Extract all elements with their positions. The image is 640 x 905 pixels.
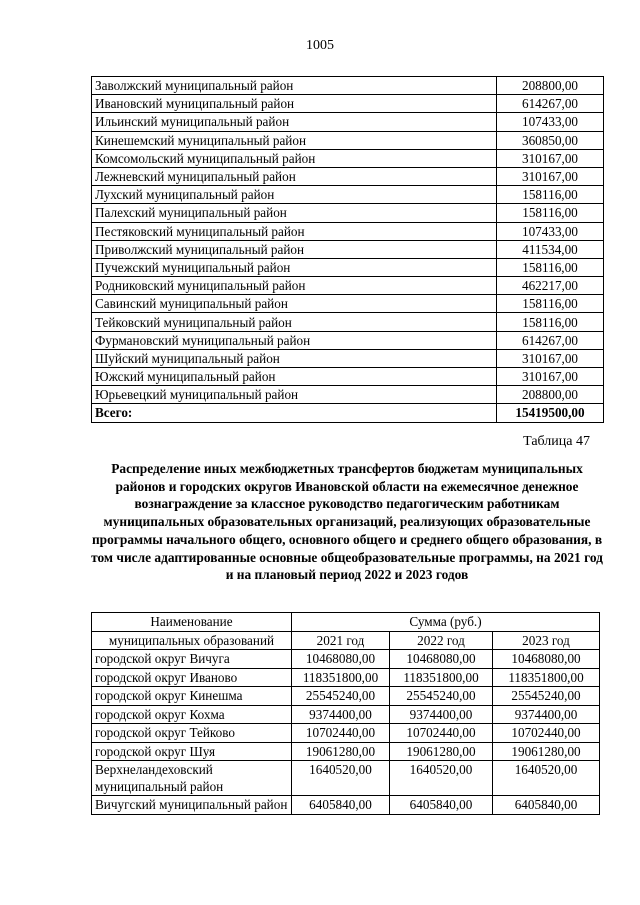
amount-cell: 208800,00	[497, 386, 604, 404]
value-2023: 1640520,00	[493, 761, 600, 796]
value-2022: 6405840,00	[390, 796, 493, 815]
municipality-name: Вичугский муниципальный район	[92, 796, 292, 815]
table-row	[92, 113, 604, 131]
value-2021: 6405840,00	[292, 796, 390, 815]
municipality-name: Ивановский муниципальный район	[92, 95, 497, 113]
municipality-name: Верхнеландеховский муниципальный район	[92, 761, 292, 796]
value-2022: 10468080,00	[390, 650, 493, 669]
name-header-top: Наименование	[92, 613, 292, 632]
table-row	[92, 724, 600, 743]
amount-cell: 158116,00	[497, 186, 604, 204]
table-row	[92, 349, 604, 367]
value-2022: 25545240,00	[390, 687, 493, 706]
year-2021-header: 2021 год	[292, 631, 390, 650]
value-2022: 118351800,00	[390, 668, 493, 687]
municipality-name: городской округ Кинешма	[92, 687, 292, 706]
value-2021: 9374400,00	[292, 705, 390, 724]
amount-cell: 310167,00	[497, 167, 604, 185]
value-2023: 19061280,00	[493, 742, 600, 761]
municipality-name: городской округ Тейково	[92, 724, 292, 743]
table-row	[92, 186, 604, 204]
value-2023: 10468080,00	[493, 650, 600, 669]
header-row	[92, 613, 600, 632]
value-2021: 19061280,00	[292, 742, 390, 761]
value-2022: 9374400,00	[390, 705, 493, 724]
table-row	[92, 796, 600, 815]
table-row	[92, 295, 604, 313]
table-row	[92, 222, 604, 240]
amount-cell: 462217,00	[497, 277, 604, 295]
municipality-name: Тейковский муниципальный район	[92, 313, 497, 331]
municipality-name: Ильинский муниципальный район	[92, 113, 497, 131]
value-2023: 118351800,00	[493, 668, 600, 687]
table-row	[92, 331, 604, 349]
table-row	[92, 240, 604, 258]
amount-cell: 158116,00	[497, 204, 604, 222]
table-row	[92, 650, 600, 669]
amount-cell: 411534,00	[497, 240, 604, 258]
municipality-name: Шуйский муниципальный район	[92, 349, 497, 367]
amount-cell: 614267,00	[497, 95, 604, 113]
municipality-name: городской округ Кохма	[92, 705, 292, 724]
municipality-name: Палехский муниципальный район	[92, 204, 497, 222]
table-row	[92, 742, 600, 761]
municipality-name: городской округ Шуя	[92, 742, 292, 761]
total-label: Всего:	[92, 404, 497, 422]
table-row	[92, 77, 604, 95]
value-2021: 1640520,00	[292, 761, 390, 796]
sum-header: Сумма (руб.)	[292, 613, 600, 632]
table-row	[92, 313, 604, 331]
table-row	[92, 131, 604, 149]
value-2022: 19061280,00	[390, 742, 493, 761]
year-2022-header: 2022 год	[390, 631, 493, 650]
amount-cell: 208800,00	[497, 77, 604, 95]
municipality-name: Пучежский муниципальный район	[92, 258, 497, 276]
page-number: 1005	[306, 38, 334, 53]
amount-cell: 158116,00	[497, 258, 604, 276]
amount-cell: 107433,00	[497, 222, 604, 240]
name-header-bottom: муниципальных образований	[92, 631, 292, 650]
municipality-name: Пестяковский муниципальный район	[92, 222, 497, 240]
amount-cell: 158116,00	[497, 313, 604, 331]
municipality-name: Кинешемский муниципальный район	[92, 131, 497, 149]
table-row	[92, 705, 600, 724]
table-number-label: Таблица 47	[523, 434, 590, 449]
municipality-name: городской округ Вичуга	[92, 650, 292, 669]
amount-cell: 310167,00	[497, 368, 604, 386]
table-row	[92, 687, 600, 706]
municipality-name: Юрьевецкий муниципальный район	[92, 386, 497, 404]
table-row	[92, 368, 604, 386]
value-2023: 25545240,00	[493, 687, 600, 706]
value-2021: 10468080,00	[292, 650, 390, 669]
amount-cell: 310167,00	[497, 349, 604, 367]
value-2021: 25545240,00	[292, 687, 390, 706]
table-row	[92, 167, 604, 185]
amount-cell: 614267,00	[497, 331, 604, 349]
total-amount: 15419500,00	[497, 404, 604, 422]
municipality-name: Савинский муниципальный район	[92, 295, 497, 313]
amount-cell: 158116,00	[497, 295, 604, 313]
table-title: Распределение иных межбюджетных трансфертов бюджетам муниципальных районов и городских округов Ивановской области на ежемесячное денежное вознаграждение за классное руководство педагогическим работникам муниципальных образовательных организаций, реализующих образовательные программы начального общего, основного общего и среднего общего образования, в том числе адаптированные основные общеобразовательные программы, на 2021 год и на плановый период 2022 и 2023 годов	[91, 461, 603, 583]
value-2023: 6405840,00	[493, 796, 600, 815]
municipality-name: Заволжский муниципальный район	[92, 77, 497, 95]
value-2021: 10702440,00	[292, 724, 390, 743]
total-row	[92, 404, 604, 422]
table-row	[92, 149, 604, 167]
amount-cell: 360850,00	[497, 131, 604, 149]
municipality-name: Лухский муниципальный район	[92, 186, 497, 204]
municipality-name: Лежневский муниципальный район	[92, 167, 497, 185]
distribution-table	[91, 612, 600, 815]
value-2021: 118351800,00	[292, 668, 390, 687]
municipality-name: Комсомольский муниципальный район	[92, 149, 497, 167]
table-row	[92, 386, 604, 404]
municipality-name: городской округ Иваново	[92, 668, 292, 687]
amount-cell: 310167,00	[497, 149, 604, 167]
value-2023: 10702440,00	[493, 724, 600, 743]
allocation-table-continued	[91, 76, 604, 423]
municipality-name: Приволжский муниципальный район	[92, 240, 497, 258]
value-2023: 9374400,00	[493, 705, 600, 724]
amount-cell: 107433,00	[497, 113, 604, 131]
table-row	[92, 204, 604, 222]
header-row	[92, 631, 600, 650]
municipality-name: Южский муниципальный район	[92, 368, 497, 386]
table-row	[92, 277, 604, 295]
value-2022: 1640520,00	[390, 761, 493, 796]
value-2022: 10702440,00	[390, 724, 493, 743]
table-row	[92, 95, 604, 113]
year-2023-header: 2023 год	[493, 631, 600, 650]
table-row	[92, 761, 600, 796]
municipality-name: Фурмановский муниципальный район	[92, 331, 497, 349]
table-row	[92, 258, 604, 276]
table-row	[92, 668, 600, 687]
municipality-name: Родниковский муниципальный район	[92, 277, 497, 295]
